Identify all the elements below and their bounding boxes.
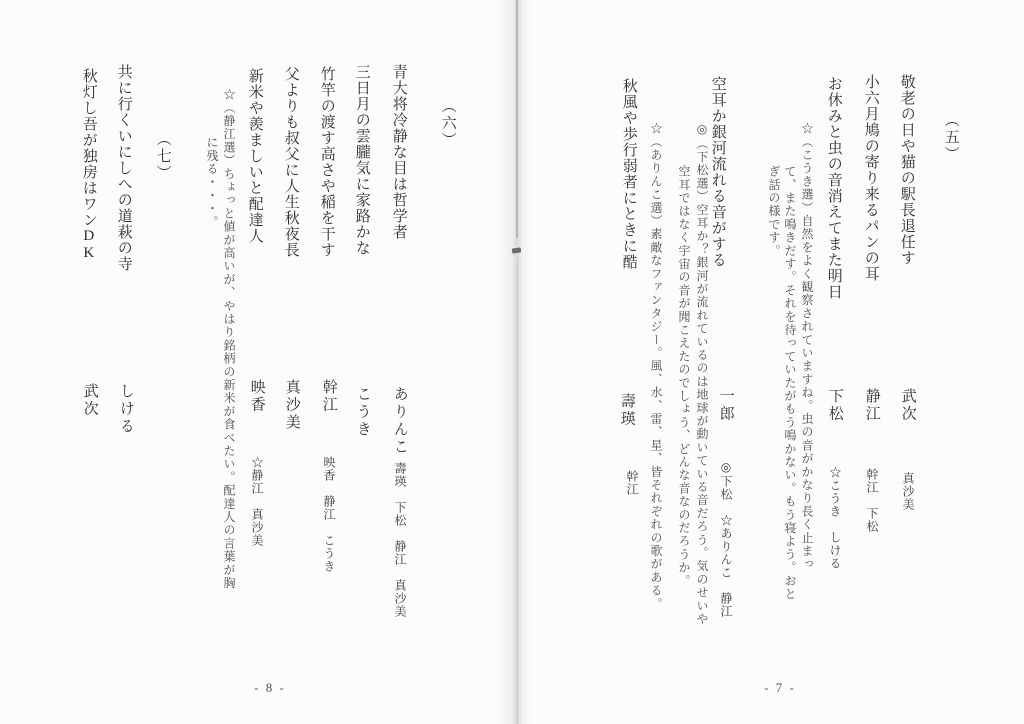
haiku-text: 小六月鳩の寄り来るパンの耳 xyxy=(862,74,879,282)
haiku-author: 幹江 xyxy=(320,379,337,414)
comment-line: 空耳ではなく宇宙の音が聞こえたのでしょう、どんな音なのだろうか。 xyxy=(677,165,691,588)
page-number: - 7 - xyxy=(764,680,796,695)
haiku-text: 敬老の日や猫の駅長退任す xyxy=(898,74,915,266)
haiku-text: 新米や羨ましいと配達人 xyxy=(246,68,263,244)
haiku-selectors: 幹江 xyxy=(625,470,639,496)
haiku-text: 秋灯し吾が独房はワンDK xyxy=(80,68,97,262)
section-heading-5: （五） xyxy=(942,112,959,163)
haiku-author: 真沙美 xyxy=(283,379,300,432)
haiku-author: こうき xyxy=(354,386,371,439)
haiku-selectors: ☆こうき しける xyxy=(828,466,842,570)
page-number: - 8 - xyxy=(254,680,286,695)
section-heading-6: （六） xyxy=(439,98,456,149)
fold-crease-line xyxy=(516,0,518,238)
comment-line: ☆（静江選）ちょっと値が高いが、やはり銘柄の新米が食べたい。配達人の言葉が胸 xyxy=(222,88,236,590)
haiku-selectors: 幹江 下松 xyxy=(865,468,879,533)
section-heading-7: （七） xyxy=(154,131,171,182)
comment-line: ぎ話の様です。 xyxy=(767,165,781,258)
haiku-selectors: 真沙美 xyxy=(901,472,915,511)
haiku-author: 下松 xyxy=(826,388,843,423)
haiku-selectors: ☆静江 真沙美 xyxy=(250,456,264,547)
haiku-text: 空耳か銀河流れる音がする xyxy=(709,76,726,268)
comment-line: て、また鳴きだす。それを待っていたがもう鳴かない。もう寝よう。おと xyxy=(783,165,797,601)
haiku-text: 青大将冷静な目は哲学者 xyxy=(390,64,407,240)
haiku-text: 三日月の雲朧気に家路かな xyxy=(353,64,370,256)
haiku-text: 竹竿の渡す高さや稲を干す xyxy=(318,66,335,258)
haiku-text: 秋風や歩行弱者にときに酷 xyxy=(620,78,637,270)
haiku-author: 武次 xyxy=(899,388,916,423)
haiku-selectors: 壽瑛 下松 静江 真沙美 xyxy=(393,462,407,618)
haiku-author: 映香 xyxy=(248,379,265,414)
comment-line: ☆（こうき選）自然をよく観察されていますね。虫の音がかなり長く止まっ xyxy=(800,122,814,571)
haiku-selectors: 映香 静江 こうき xyxy=(322,456,336,573)
haiku-author: 武次 xyxy=(81,383,98,418)
haiku-author: 静江 xyxy=(863,388,880,423)
haiku-text: 共に行くいにしへの道萩の寺 xyxy=(115,64,132,272)
page-7 xyxy=(512,0,1024,724)
comment-line: に残る・・・。 xyxy=(205,136,219,229)
haiku-author: ありんこ xyxy=(391,386,408,456)
haiku-author: 一郎 xyxy=(717,388,734,423)
comment-line: ◎（下松選）空耳か？銀河が流れているのは地球が動いている音だろう。気のせいや xyxy=(695,122,709,626)
fold-crease-line-lower xyxy=(517,260,518,724)
haiku-text: 父よりも叔父に人生秋夜長 xyxy=(282,66,299,258)
comment-line: ☆（ありんこ選）素敵なファンタジー。風、水、雷、星、皆それぞれの歌がある。 xyxy=(649,122,663,611)
haiku-text: お休みと虫の音消えてまた明日 xyxy=(825,76,842,300)
haiku-author: しける xyxy=(117,383,134,436)
haiku-author: 壽瑛 xyxy=(618,393,635,428)
haiku-selectors: ◎下松 ☆ありんこ 静江 xyxy=(719,460,733,618)
